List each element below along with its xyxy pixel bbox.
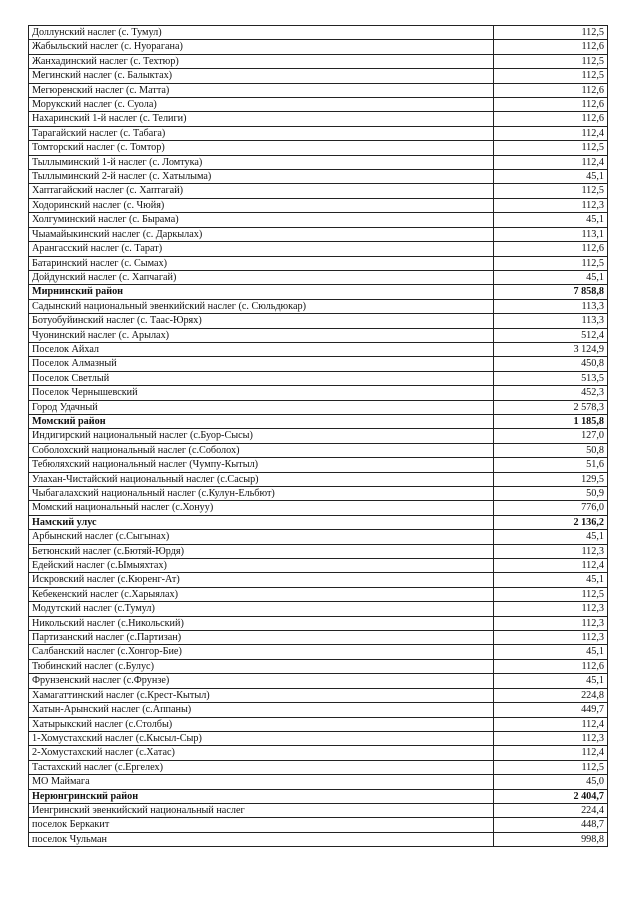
amount-cell: 112,4 [494, 746, 608, 760]
district-total-row [29, 414, 608, 428]
table-row [29, 573, 608, 587]
amount-cell: 112,4 [494, 559, 608, 573]
municipality-name-cell: поселок Беркакит [29, 818, 494, 832]
municipality-name-cell: Тастахский наслег (с.Ергелех) [29, 760, 494, 774]
table-row [29, 213, 608, 227]
amount-cell: 50,9 [494, 487, 608, 501]
allocation-table [28, 25, 608, 847]
amount-cell: 7 858,8 [494, 285, 608, 299]
amount-cell: 112,6 [494, 98, 608, 112]
table-row [29, 659, 608, 673]
municipality-name-cell: Никольский наслег (с.Никольский) [29, 616, 494, 630]
amount-cell: 2 404,7 [494, 789, 608, 803]
municipality-name-cell: Мегюренский наслег (с. Матта) [29, 83, 494, 97]
table-row [29, 98, 608, 112]
table-row [29, 155, 608, 169]
municipality-name-cell: Томторский наслег (с. Томтор) [29, 141, 494, 155]
municipality-name-cell: 1-Хомустахский наслег (с.Кысыл-Сыр) [29, 731, 494, 745]
table-row [29, 602, 608, 616]
table-row [29, 631, 608, 645]
municipality-name-cell: Намский улус [29, 515, 494, 529]
amount-cell: 45,1 [494, 170, 608, 184]
table-row [29, 314, 608, 328]
municipality-name-cell: 2-Хомустахский наслег (с.Хатас) [29, 746, 494, 760]
table-row [29, 184, 608, 198]
municipality-name-cell: Искровский наслег (с.Кюренг-Ат) [29, 573, 494, 587]
municipality-name-cell: Хаптагайский наслег (с. Хаптагай) [29, 184, 494, 198]
table-row [29, 458, 608, 472]
table-row [29, 357, 608, 371]
amount-cell: 113,3 [494, 299, 608, 313]
municipality-name-cell: Поселок Алмазный [29, 357, 494, 371]
amount-cell: 112,3 [494, 544, 608, 558]
table-row [29, 54, 608, 68]
amount-cell: 113,3 [494, 314, 608, 328]
municipality-name-cell: Холгуминский наслег (с. Бырама) [29, 213, 494, 227]
municipality-name-cell: Индигирский национальный наслег (с.Буор-Сысы) [29, 429, 494, 443]
municipality-name-cell: поселок Чульман [29, 832, 494, 846]
municipality-name-cell: Салбанский наслег (с.Хонгор-Бие) [29, 645, 494, 659]
table-row [29, 717, 608, 731]
amount-cell: 127,0 [494, 429, 608, 443]
municipality-name-cell: Ботуобуйинский наслег (с. Таас-Юрях) [29, 314, 494, 328]
table-row [29, 645, 608, 659]
amount-cell: 45,1 [494, 530, 608, 544]
amount-cell: 776,0 [494, 501, 608, 515]
amount-cell: 50,8 [494, 443, 608, 457]
amount-cell: 45,1 [494, 213, 608, 227]
municipality-name-cell: Батаринский наслег (с. Сымах) [29, 256, 494, 270]
table-row [29, 83, 608, 97]
municipality-name-cell: Ходоринский наслег (с. Чюйя) [29, 198, 494, 212]
table-row [29, 760, 608, 774]
amount-cell: 112,6 [494, 40, 608, 54]
table-row [29, 40, 608, 54]
amount-cell: 224,8 [494, 688, 608, 702]
amount-cell: 45,1 [494, 674, 608, 688]
municipality-name-cell: Поселок Светлый [29, 371, 494, 385]
municipality-name-cell: Модутский наслег (с.Тумул) [29, 602, 494, 616]
amount-cell: 1 185,8 [494, 414, 608, 428]
table-row [29, 328, 608, 342]
municipality-name-cell: Жабыльский наслег (с. Нуорагана) [29, 40, 494, 54]
amount-cell: 449,7 [494, 703, 608, 717]
amount-cell: 45,1 [494, 270, 608, 284]
table-row [29, 616, 608, 630]
table-row [29, 256, 608, 270]
municipality-name-cell: Кебекенский наслег (с.Харыялах) [29, 587, 494, 601]
amount-cell: 112,5 [494, 26, 608, 40]
table-row [29, 242, 608, 256]
amount-cell: 112,6 [494, 659, 608, 673]
municipality-name-cell: Тыллыминский 2-й наслег (с. Хатылыма) [29, 170, 494, 184]
table-row [29, 746, 608, 760]
amount-cell: 112,3 [494, 631, 608, 645]
amount-cell: 3 124,9 [494, 342, 608, 356]
municipality-name-cell: Момский район [29, 414, 494, 428]
amount-cell: 112,3 [494, 731, 608, 745]
table-row [29, 26, 608, 40]
table-row [29, 227, 608, 241]
district-total-row [29, 285, 608, 299]
table-row [29, 703, 608, 717]
amount-cell: 113,1 [494, 227, 608, 241]
amount-cell: 2 578,3 [494, 400, 608, 414]
allocation-table-body [29, 26, 608, 847]
municipality-name-cell: Хатырыкский наслег (с.Столбы) [29, 717, 494, 731]
municipality-name-cell: Тыллыминский 1-й наслег (с. Ломтука) [29, 155, 494, 169]
table-row [29, 674, 608, 688]
municipality-name-cell: Момский национальный наслег (с.Хонуу) [29, 501, 494, 515]
table-row [29, 170, 608, 184]
municipality-name-cell: Дойдунский наслег (с. Хапчагай) [29, 270, 494, 284]
municipality-name-cell: Бетюнский наслег (с.Бютяй-Юрдя) [29, 544, 494, 558]
table-row [29, 141, 608, 155]
amount-cell: 112,5 [494, 69, 608, 83]
district-total-row [29, 789, 608, 803]
municipality-name-cell: Тебюляхский национальный наслег (Чумпу-Кытыл) [29, 458, 494, 472]
table-row [29, 342, 608, 356]
municipality-name-cell: Чыамайыкинский наслег (с. Даркылах) [29, 227, 494, 241]
table-row [29, 112, 608, 126]
amount-cell: 112,5 [494, 256, 608, 270]
table-row [29, 443, 608, 457]
municipality-name-cell: Едейский наслег (с.Ымыяхтах) [29, 559, 494, 573]
table-row [29, 688, 608, 702]
amount-cell: 129,5 [494, 472, 608, 486]
municipality-name-cell: Тюбинский наслег (с.Булус) [29, 659, 494, 673]
district-total-row [29, 515, 608, 529]
table-row [29, 126, 608, 140]
table-row [29, 386, 608, 400]
amount-cell: 112,3 [494, 198, 608, 212]
municipality-name-cell: Партизанский наслег (с.Партизан) [29, 631, 494, 645]
table-row [29, 775, 608, 789]
municipality-name-cell: Хамагаттинский наслег (с.Крест-Кытыл) [29, 688, 494, 702]
amount-cell: 452,3 [494, 386, 608, 400]
table-row [29, 299, 608, 313]
municipality-name-cell: Арангасский наслег (с. Тарат) [29, 242, 494, 256]
amount-cell: 448,7 [494, 818, 608, 832]
table-row [29, 429, 608, 443]
table-row [29, 198, 608, 212]
municipality-name-cell: Морукский наслег (с. Суола) [29, 98, 494, 112]
table-row [29, 400, 608, 414]
amount-cell: 112,4 [494, 126, 608, 140]
amount-cell: 513,5 [494, 371, 608, 385]
municipality-name-cell: Мирнинский район [29, 285, 494, 299]
municipality-name-cell: Доллунский наслег (с. Тумул) [29, 26, 494, 40]
table-row [29, 731, 608, 745]
amount-cell: 112,5 [494, 184, 608, 198]
amount-cell: 45,1 [494, 645, 608, 659]
municipality-name-cell: Соболохский национальный наслег (с.Соболох) [29, 443, 494, 457]
municipality-name-cell: Поселок Айхал [29, 342, 494, 356]
municipality-name-cell: Улахан-Чистайский национальный наслег (с.Сасыр) [29, 472, 494, 486]
amount-cell: 112,6 [494, 112, 608, 126]
table-row [29, 587, 608, 601]
table-row [29, 559, 608, 573]
table-row [29, 371, 608, 385]
table-row [29, 487, 608, 501]
municipality-name-cell: Чуонинский наслег (с. Арылах) [29, 328, 494, 342]
municipality-name-cell: Фрунзенский наслег (с.Фрунзе) [29, 674, 494, 688]
table-row [29, 472, 608, 486]
amount-cell: 512,4 [494, 328, 608, 342]
amount-cell: 112,3 [494, 602, 608, 616]
amount-cell: 112,6 [494, 242, 608, 256]
table-row [29, 270, 608, 284]
municipality-name-cell: Хатын-Арынский наслег (с.Аппаны) [29, 703, 494, 717]
municipality-name-cell: Мегинский наслег (с. Балыктах) [29, 69, 494, 83]
municipality-name-cell: Садынский национальный эвенкийский наслег (с. Сюльдюкар) [29, 299, 494, 313]
amount-cell: 112,5 [494, 760, 608, 774]
municipality-name-cell: Жанхадинский наслег (с. Техтюр) [29, 54, 494, 68]
amount-cell: 112,6 [494, 83, 608, 97]
amount-cell: 112,3 [494, 616, 608, 630]
municipality-name-cell: Нахаринский 1-й наслег (с. Телиги) [29, 112, 494, 126]
amount-cell: 2 136,2 [494, 515, 608, 529]
amount-cell: 112,5 [494, 141, 608, 155]
amount-cell: 112,4 [494, 155, 608, 169]
amount-cell: 51,6 [494, 458, 608, 472]
municipality-name-cell: Иенгринский эвенкийский национальный наслег [29, 803, 494, 817]
table-row [29, 803, 608, 817]
amount-cell: 45,0 [494, 775, 608, 789]
municipality-name-cell: Арбынский наслег (с.Сыгынах) [29, 530, 494, 544]
amount-cell: 998,8 [494, 832, 608, 846]
municipality-name-cell: Тарагайский наслег (с. Табага) [29, 126, 494, 140]
municipality-name-cell: МО Маймага [29, 775, 494, 789]
amount-cell: 450,8 [494, 357, 608, 371]
municipality-name-cell: Поселок Чернышевский [29, 386, 494, 400]
amount-cell: 112,5 [494, 54, 608, 68]
amount-cell: 224,4 [494, 803, 608, 817]
table-row [29, 69, 608, 83]
table-row [29, 501, 608, 515]
municipality-name-cell: Чыбагалахский национальный наслег (с.Кулун-Ельбют) [29, 487, 494, 501]
table-row [29, 832, 608, 846]
table-row [29, 544, 608, 558]
table-row [29, 530, 608, 544]
municipality-name-cell: Нерюнгринский район [29, 789, 494, 803]
amount-cell: 45,1 [494, 573, 608, 587]
table-row [29, 818, 608, 832]
amount-cell: 112,4 [494, 717, 608, 731]
amount-cell: 112,5 [494, 587, 608, 601]
municipality-name-cell: Город Удачный [29, 400, 494, 414]
